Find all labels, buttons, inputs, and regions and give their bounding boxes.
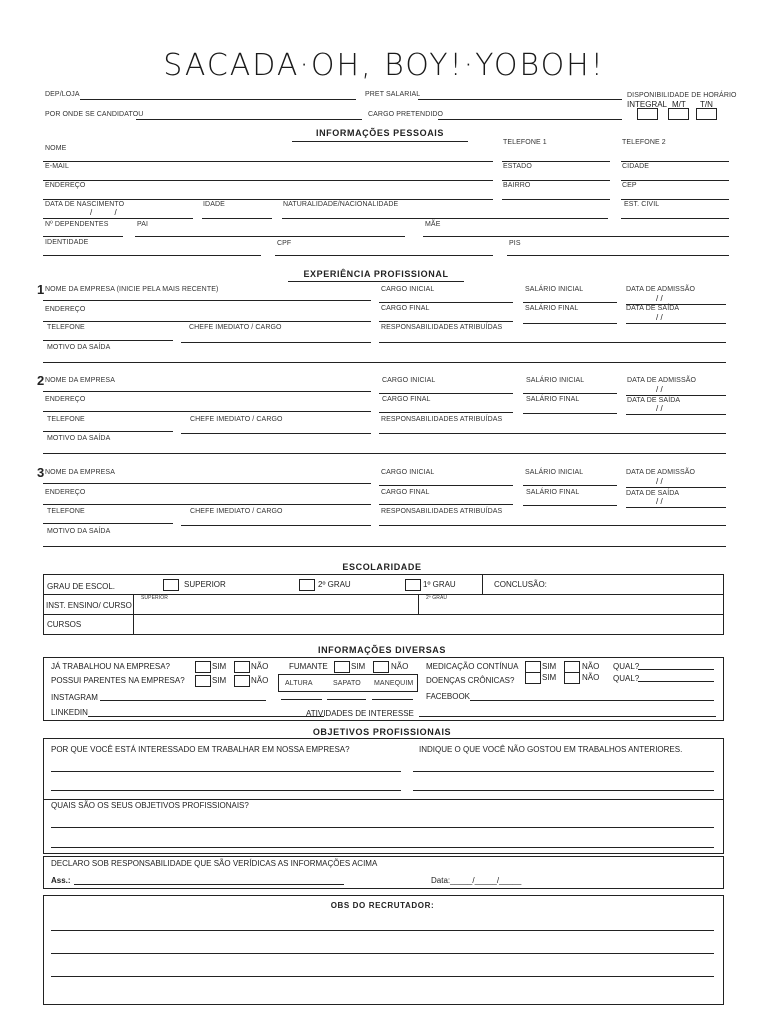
est-civil-label: EST. CIVIL — [624, 201, 660, 208]
obs-box — [43, 895, 724, 1005]
identidade-label: IDENTIDADE — [45, 239, 89, 246]
bairro-field[interactable] — [502, 199, 610, 200]
entry-1-salario-inicial-field[interactable] — [523, 302, 617, 303]
endereco-field[interactable] — [43, 199, 493, 200]
entry-2-motivo-label: MOTIVO DA SAÍDA — [47, 435, 111, 442]
entry-3-cargo-final-field[interactable] — [379, 504, 513, 505]
cpf-label: CPF — [277, 240, 292, 247]
estado-field[interactable] — [502, 180, 610, 181]
entry-3-cargo-inicial-field[interactable] — [379, 485, 513, 486]
entry-2-number: 2 — [37, 373, 45, 388]
telefone2-label: TELEFONE 2 — [622, 139, 666, 146]
entry-1-responsabilidades-field[interactable] — [379, 342, 726, 343]
entry-3-responsabilidades-field[interactable] — [379, 525, 726, 526]
integral-label: INTEGRAL — [627, 100, 668, 109]
entry-3-cargo-inicial-label: CARGO INICIAL — [381, 469, 435, 476]
nascimento-slash: / / — [90, 208, 117, 217]
superior-label: SUPERIOR — [184, 580, 226, 589]
education-col-divider — [133, 594, 134, 634]
entry-1-telefone-field[interactable] — [43, 340, 173, 341]
entry-2-chefe-label: CHEFE IMEDIATO / CARGO — [190, 416, 283, 423]
nao-gostou-line-2[interactable] — [413, 790, 714, 791]
doencas-sim-label: SIM — [542, 673, 557, 682]
entry-2-salario-inicial-field[interactable] — [523, 393, 617, 394]
entry-1-cargo-final-label: CARGO FINAL — [381, 305, 430, 312]
medicacao-label: MEDICAÇÃO CONTÍNUA — [426, 662, 519, 671]
entry-1-chefe-label: CHEFE IMEDIATO / CARGO — [189, 324, 282, 331]
identidade-field[interactable] — [43, 255, 261, 256]
email-field[interactable] — [43, 180, 493, 181]
interessado-label: POR QUE VOCÊ ESTÁ INTERESSADO EM TRABALHAR EM NOSSA EMPRESA? — [51, 745, 350, 754]
mae-label: MÃE — [425, 221, 441, 228]
nao-gostou-label: INDIQUE O QUE VOCÊ NÃO GOSTOU EM TRABALHOS ANTERIORES. — [419, 745, 683, 754]
cargo-pretendido-field[interactable] — [438, 119, 622, 120]
ass-field[interactable] — [74, 884, 344, 885]
entry-1-cargo-inicial-label: CARGO INICIAL — [381, 286, 435, 293]
atividades-field[interactable] — [419, 716, 716, 717]
entry-3-admissao-field[interactable] — [626, 487, 726, 488]
instagram-label: INSTAGRAM — [51, 693, 98, 702]
integral-checkbox[interactable] — [637, 108, 658, 120]
telefone1-label: TELEFONE 1 — [503, 139, 547, 146]
entry-1-empresa-label: NOME DA EMPRESA (INICIE PELA MAIS RECENTE) — [45, 286, 219, 293]
fumante-nao-checkbox[interactable] — [373, 661, 389, 673]
entry-2-motivo-field[interactable] — [43, 453, 726, 454]
form-title: SACADA·OH, BOY!·YOBOH! — [163, 48, 605, 83]
email-label: E-MAIL — [45, 163, 69, 170]
doencas-sim-checkbox[interactable] — [525, 672, 541, 684]
entry-1-responsabilidades-label: RESPONSABILIDADES ATRIBUÍDAS — [381, 324, 503, 331]
quais-line-2[interactable] — [51, 847, 714, 848]
entry-3-motivo-label: MOTIVO DA SAÍDA — [47, 528, 111, 535]
fumante-sim-checkbox[interactable] — [334, 661, 350, 673]
cpf-field[interactable] — [275, 255, 493, 256]
entry-1-endereco-field[interactable] — [43, 321, 371, 322]
entry-1-saida-field[interactable] — [626, 323, 726, 324]
cep-label: CEP — [622, 182, 637, 189]
linkedin-label: LINKEDIN — [51, 708, 88, 717]
est-civil-field[interactable] — [621, 218, 729, 219]
facebook-field[interactable] — [470, 700, 714, 701]
fumante-label: FUMANTE — [289, 662, 328, 671]
parentes-nao-checkbox[interactable] — [234, 675, 250, 687]
cargo-pretendido-label: CARGO PRETENDIDO — [368, 111, 444, 118]
entry-1-cargo-inicial-field[interactable] — [379, 302, 513, 303]
interessado-line-2[interactable] — [51, 790, 401, 791]
data-field[interactable]: Data:_____/_____/_____ — [431, 876, 522, 885]
entry-3-cargo-final-label: CARGO FINAL — [381, 489, 430, 496]
entry-2-telefone-field[interactable] — [43, 431, 173, 432]
mae-field[interactable] — [423, 236, 729, 237]
naturalidade-field[interactable] — [282, 218, 608, 219]
entry-2-salario-final-field[interactable] — [523, 413, 617, 414]
entry-1-salario-final-label: SALÁRIO FINAL — [525, 305, 579, 312]
entry-3-number: 3 — [37, 465, 45, 480]
entry-1-saida-slash: / / — [656, 313, 663, 322]
tn-checkbox[interactable] — [696, 108, 717, 120]
trabalhou-sim-label: SIM — [212, 662, 227, 671]
personal-heading-underline — [292, 141, 468, 142]
dependentes-label: Nº DEPENDENTES — [45, 221, 109, 228]
entry-3-saida-field[interactable] — [626, 507, 726, 508]
estado-label: ESTADO — [503, 163, 532, 170]
objetivos-heading: OBJETIVOS PROFISSIONAIS — [312, 727, 452, 737]
entry-2-salario-final-label: SALÁRIO FINAL — [526, 396, 580, 403]
entry-3-admissao-slash: / / — [656, 477, 663, 486]
entry-3-salario-final-field[interactable] — [523, 505, 617, 506]
dep-loja-field[interactable] — [80, 99, 356, 100]
cidade-label: CIDADE — [622, 163, 650, 170]
trabalhou-label: JÁ TRABALHOU NA EMPRESA? — [51, 662, 170, 671]
entry-2-endereco-field[interactable] — [43, 411, 371, 412]
data-nascimento-label: DATA DE NASCIMENTO — [45, 201, 125, 208]
entry-2-cargo-final-field[interactable] — [379, 412, 513, 413]
fumante-nao-label: NÃO — [391, 662, 409, 671]
cursos-label: CURSOS — [47, 620, 82, 629]
nome-label: NOME — [45, 145, 67, 152]
entry-2-cargo-final-label: CARGO FINAL — [382, 396, 431, 403]
medicacao-qual-label: QUAL? — [613, 662, 640, 671]
tn-label: T/N — [700, 100, 713, 109]
entry-2-chefe-field[interactable] — [181, 433, 371, 434]
entry-3-chefe-field[interactable] — [181, 525, 371, 526]
experience-heading: EXPERIÊNCIA PROFISSIONAL — [303, 269, 449, 279]
pret-salarial-field[interactable] — [418, 99, 622, 100]
entry-2-admissao-field[interactable] — [626, 395, 726, 396]
nome-field[interactable] — [43, 161, 493, 162]
objetivos-box — [43, 738, 724, 854]
entry-3-salario-final-label: SALÁRIO FINAL — [526, 489, 580, 496]
doencas-qual-label: QUAL? — [613, 674, 640, 683]
obs-heading: OBS DO RECRUTADOR: — [330, 901, 435, 910]
entry-2-saida-slash: / / — [656, 404, 663, 413]
entry-1-admissao-label: DATA DE ADMISSÃO — [626, 286, 696, 293]
sapato-field[interactable] — [327, 699, 366, 700]
medicacao-qual-field[interactable] — [638, 669, 714, 670]
entry-2-cargo-inicial-label: CARGO INICIAL — [382, 377, 436, 384]
trabalhou-nao-checkbox[interactable] — [234, 661, 250, 673]
education-col-divider-2 — [418, 594, 419, 614]
pis-field[interactable] — [507, 255, 729, 256]
entry-1-admissao-slash: / / — [656, 294, 663, 303]
entry-2-saida-label: DATA DE SAÍDA — [627, 397, 681, 404]
inst-label: INST. ENSINO/ CURSO — [46, 601, 132, 610]
altura-field[interactable] — [281, 699, 322, 700]
disponibilidade-label: DISPONIBILIDADE DE HORÁRIO — [627, 92, 737, 99]
fumante-sim-label: SIM — [351, 662, 366, 671]
entry-1-endereco-label: ENDEREÇO — [45, 306, 86, 313]
conclusao-divider — [482, 574, 483, 594]
doencas-nao-checkbox[interactable] — [564, 672, 580, 684]
entry-3-endereco-field[interactable] — [43, 504, 371, 505]
segundo-grau-checkbox[interactable] — [299, 579, 315, 591]
naturalidade-label: NATURALIDADE/NACIONALIDADE — [283, 201, 399, 208]
telefone2-field[interactable] — [621, 161, 729, 162]
entry-3-saida-label: DATA DE SAÍDA — [626, 490, 680, 497]
entry-2-admissao-slash: / / — [656, 385, 663, 394]
atividades-label: ATIVIDADES DE INTERESSE — [306, 709, 414, 718]
entry-1-empresa-field[interactable] — [43, 300, 371, 301]
segundo-grau-label: 2º GRAU — [318, 580, 351, 589]
doencas-label: DOENÇAS CRÔNICAS? — [426, 676, 515, 685]
parentes-nao-label: NÃO — [251, 676, 269, 685]
entry-3-empresa-field[interactable] — [43, 483, 371, 484]
cidade-field[interactable] — [621, 180, 729, 181]
diversas-heading: INFORMAÇÕES DIVERSAS — [317, 645, 446, 655]
por-onde-field[interactable] — [136, 119, 362, 120]
mt-checkbox[interactable] — [668, 108, 689, 120]
data-nascimento-field[interactable] — [43, 218, 193, 219]
entry-2-responsabilidades-field[interactable] — [379, 433, 726, 434]
pis-label: PIS — [509, 240, 521, 247]
education-table — [43, 574, 724, 635]
entry-1-saida-label: DATA DE SAÍDA — [626, 305, 680, 312]
entry-3-admissao-label: DATA DE ADMISSÃO — [626, 469, 696, 476]
dep-loja-label: DEP/LOJA — [45, 91, 80, 98]
interessado-line-1[interactable] — [51, 771, 401, 772]
entry-3-telefone-field[interactable] — [43, 523, 173, 524]
entry-3-telefone-label: TELEFONE — [47, 508, 85, 515]
idade-field[interactable] — [202, 218, 272, 219]
bairro-label: BAIRRO — [503, 182, 531, 189]
quais-label: QUAIS SÃO OS SEUS OBJETIVOS PROFISSIONAIS? — [51, 801, 249, 810]
entry-3-saida-slash: / / — [656, 497, 663, 506]
obs-line-3[interactable] — [51, 976, 714, 977]
entry-3-salario-inicial-field[interactable] — [523, 485, 617, 486]
facebook-label: FACEBOOK — [426, 692, 471, 701]
entry-3-motivo-field[interactable] — [43, 546, 726, 547]
obs-line-2[interactable] — [51, 953, 714, 954]
instagram-field[interactable] — [100, 700, 266, 701]
mt-label: M/T — [672, 100, 686, 109]
entry-2-salario-inicial-label: SALÁRIO INICIAL — [526, 377, 585, 384]
idade-label: IDADE — [203, 201, 225, 208]
nao-gostou-line-1[interactable] — [413, 771, 714, 772]
education-row-divider-2 — [43, 614, 723, 615]
entry-1-chefe-field[interactable] — [181, 342, 371, 343]
experience-heading-underline — [288, 281, 464, 282]
cep-field[interactable] — [621, 199, 729, 200]
pai-field[interactable] — [135, 236, 405, 237]
medicacao-sim-label: SIM — [542, 662, 557, 671]
medicacao-nao-label: NÃO — [582, 662, 600, 671]
entry-3-empresa-label: NOME DA EMPRESA — [45, 469, 115, 476]
entry-3-responsabilidades-label: RESPONSABILIDADES ATRIBUÍDAS — [381, 508, 503, 515]
endereco-label: ENDEREÇO — [45, 182, 86, 189]
altura-label: ALTURA — [285, 680, 313, 687]
quais-line-1[interactable] — [51, 827, 714, 828]
ass-label: Ass.: — [51, 876, 71, 885]
trabalhou-sim-checkbox[interactable] — [195, 661, 211, 673]
entry-3-salario-inicial-label: SALÁRIO INICIAL — [525, 469, 584, 476]
entry-2-admissao-label: DATA DE ADMISSÃO — [627, 377, 697, 384]
entry-2-saida-field[interactable] — [626, 414, 726, 415]
entry-2-endereco-label: ENDEREÇO — [45, 396, 86, 403]
entry-1-motivo-field[interactable] — [43, 362, 726, 363]
parentes-sim-label: SIM — [212, 676, 227, 685]
pai-label: PAI — [137, 221, 149, 228]
entry-1-cargo-final-field[interactable] — [379, 321, 513, 322]
entry-3-endereco-label: ENDEREÇO — [45, 489, 86, 496]
grau-label: GRAU DE ESCOL. — [47, 582, 116, 591]
superior-checkbox[interactable] — [163, 579, 179, 591]
entry-2-cargo-inicial-field[interactable] — [379, 393, 513, 394]
entry-1-salario-final-field[interactable] — [523, 323, 617, 324]
doencas-qual-field[interactable] — [638, 681, 714, 682]
objetivos-divider — [43, 799, 723, 800]
primeiro-grau-checkbox[interactable] — [405, 579, 421, 591]
parentes-label: POSSUI PARENTES NA EMPRESA? — [51, 676, 185, 685]
personal-heading: INFORMAÇÕES PESSOAIS — [315, 128, 444, 138]
dependentes-field[interactable] — [43, 236, 123, 237]
entry-2-empresa-field[interactable] — [43, 391, 371, 392]
entry-1-salario-inicial-label: SALÁRIO INICIAL — [525, 286, 584, 293]
pret-salarial-label: PRET SALARIAL — [365, 91, 421, 98]
primeiro-grau-label: 1º GRAU — [423, 580, 456, 589]
entry-2-telefone-label: TELEFONE — [47, 416, 85, 423]
manequim-field[interactable] — [372, 699, 413, 700]
trabalhou-nao-label: NÃO — [251, 662, 269, 671]
entry-1-number: 1 — [37, 282, 45, 297]
superior-small-label: SUPERIOR — [141, 595, 168, 601]
entry-2-responsabilidades-label: RESPONSABILIDADES ATRIBUÍDAS — [381, 416, 503, 423]
entry-3-chefe-label: CHEFE IMEDIATO / CARGO — [190, 508, 283, 515]
obs-line-1[interactable] — [51, 930, 714, 931]
declaracao-text: DECLARO SOB RESPONSABILIDADE QUE SÃO VERÍDICAS AS INFORMAÇÕES ACIMA — [51, 859, 378, 868]
conclusao-label: CONCLUSÃO: — [494, 580, 547, 589]
linkedin-field[interactable] — [88, 716, 324, 717]
education-heading: ESCOLARIDADE — [342, 562, 422, 572]
entry-1-telefone-label: TELEFONE — [47, 324, 85, 331]
entry-1-motivo-label: MOTIVO DA SAÍDA — [47, 344, 111, 351]
telefone1-field[interactable] — [502, 161, 610, 162]
sapato-label: SAPATO — [333, 680, 361, 687]
entry-2-empresa-label: NOME DA EMPRESA — [45, 377, 115, 384]
segundo-small-label: 2º GRAU — [426, 595, 448, 601]
manequim-label: MANEQUIM — [374, 680, 414, 687]
parentes-sim-checkbox[interactable] — [195, 675, 211, 687]
por-onde-label: POR ONDE SE CANDIDATOU — [45, 111, 144, 118]
doencas-nao-label: NÃO — [582, 673, 600, 682]
